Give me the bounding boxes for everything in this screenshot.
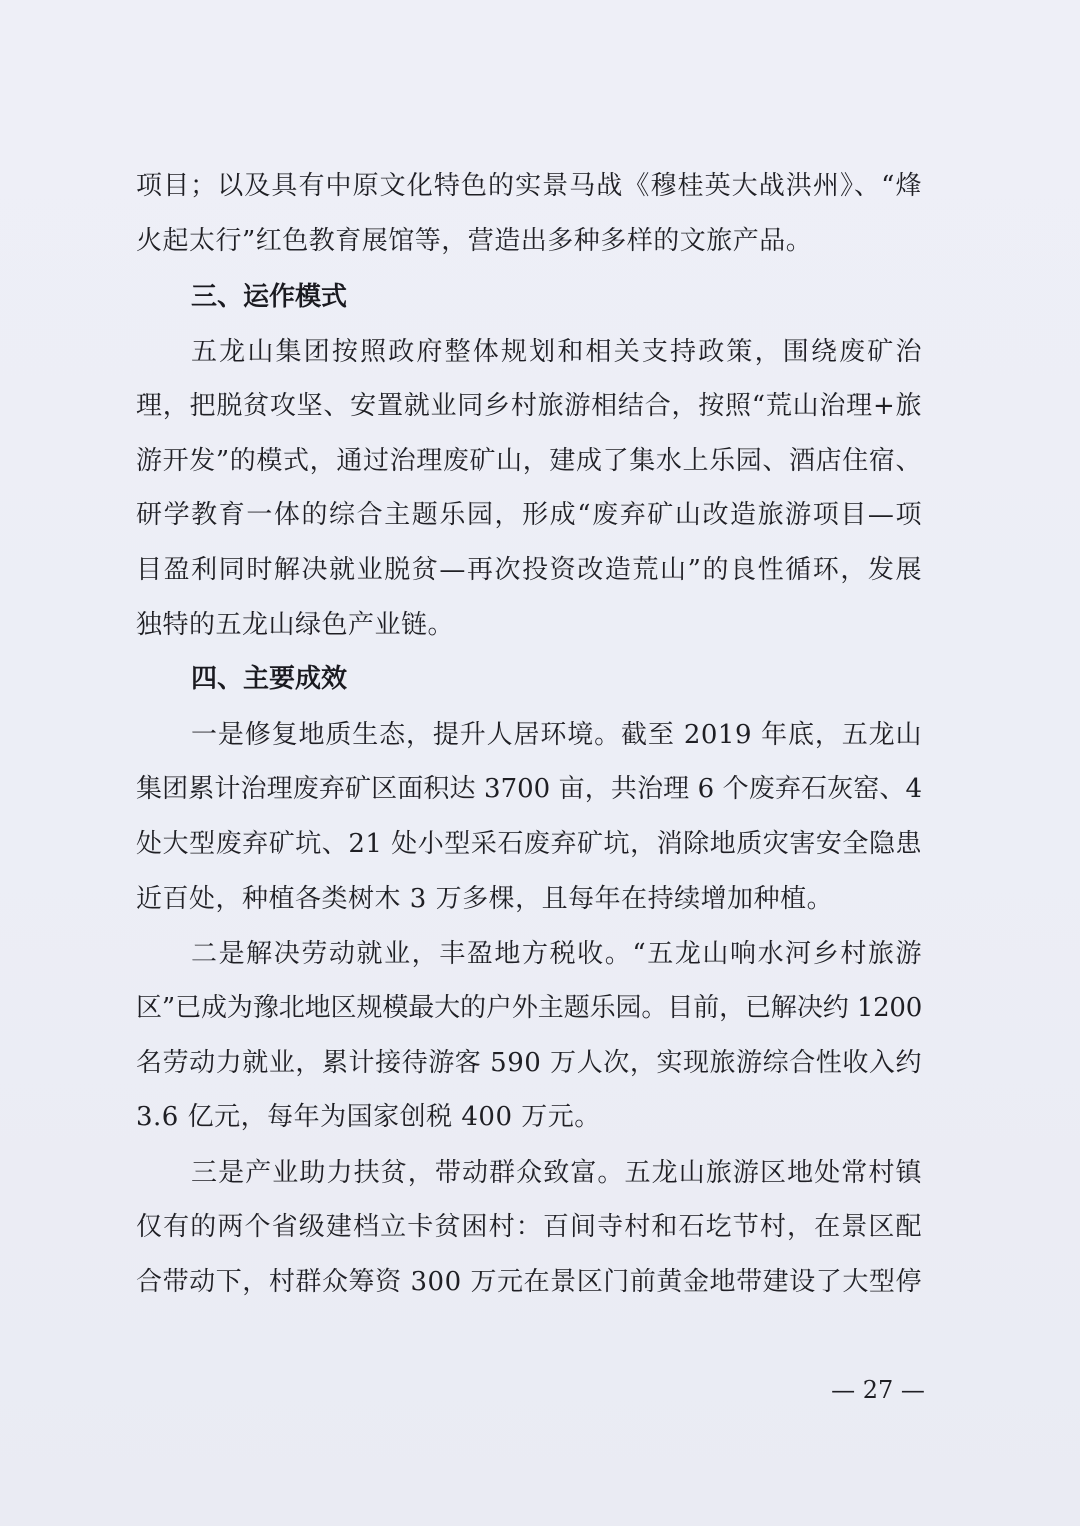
text-line: 研学教育一体的综合主题乐园，形成“废弃矿山改造旅游项目—项 bbox=[136, 500, 922, 530]
text-line: 火起太行”红色教育展馆等，营造出多种多样的文旅产品。 bbox=[136, 226, 813, 256]
text-line: 目盈利同时解决就业脱贫—再次投资改造荒山”的良性循环，发展 bbox=[136, 555, 922, 585]
text-line: 三是产业助力扶贫，带动群众致富。五龙山旅游区地处常村镇 bbox=[191, 1158, 922, 1188]
text-line: 名劳动力就业，累计接待游客 590 万人次，实现旅游综合性收入约 bbox=[136, 1048, 922, 1078]
text-line: 区”已成为豫北地区规模最大的户外主题乐园。目前，已解决约 1200 bbox=[136, 993, 922, 1023]
text-line: 五龙山集团按照政府整体规划和相关支持政策，围绕废矿治 bbox=[191, 337, 922, 367]
text-line: 仅有的两个省级建档立卡贫困村：百间寺村和石圪节村，在景区配 bbox=[136, 1212, 922, 1242]
text-line: 一是修复地质生态，提升人居环境。截至 2019 年底，五龙山 bbox=[191, 720, 922, 750]
section-heading-main-results: 四、主要成效 bbox=[191, 664, 348, 694]
text-line: 独特的五龙山绿色产业链。 bbox=[136, 610, 455, 640]
text-line: 集团累计治理废弃矿区面积达 3700 亩，共治理 6 个废弃石灰窑、4 bbox=[136, 774, 922, 804]
text-line: 理，把脱贫攻坚、安置就业同乡村旅游相结合，按照“荒山治理+旅 bbox=[136, 391, 922, 421]
text-line: 游开发”的模式，通过治理废矿山，建成了集水上乐园、酒店住宿、 bbox=[136, 446, 922, 476]
page-number: — 27 — bbox=[831, 1376, 925, 1404]
text-line: 处大型废弃矿坑、21 处小型采石废弃矿坑，消除地质灾害安全隐患 bbox=[136, 829, 922, 859]
section-heading-operation-mode: 三、运作模式 bbox=[191, 282, 348, 312]
text-line: 合带动下，村群众筹资 300 万元在景区门前黄金地带建设了大型停 bbox=[136, 1267, 922, 1297]
text-line: 3.6 亿元，每年为国家创税 400 万元。 bbox=[136, 1102, 601, 1132]
text-line: 项目；以及具有中原文化特色的实景马战《穆桂英大战洪州》、“烽 bbox=[136, 171, 922, 201]
text-line: 近百处，种植各类树木 3 万多棵，且每年在持续增加种植。 bbox=[136, 884, 834, 914]
text-line: 二是解决劳动就业，丰盈地方税收。“五龙山响水河乡村旅游 bbox=[191, 939, 922, 969]
